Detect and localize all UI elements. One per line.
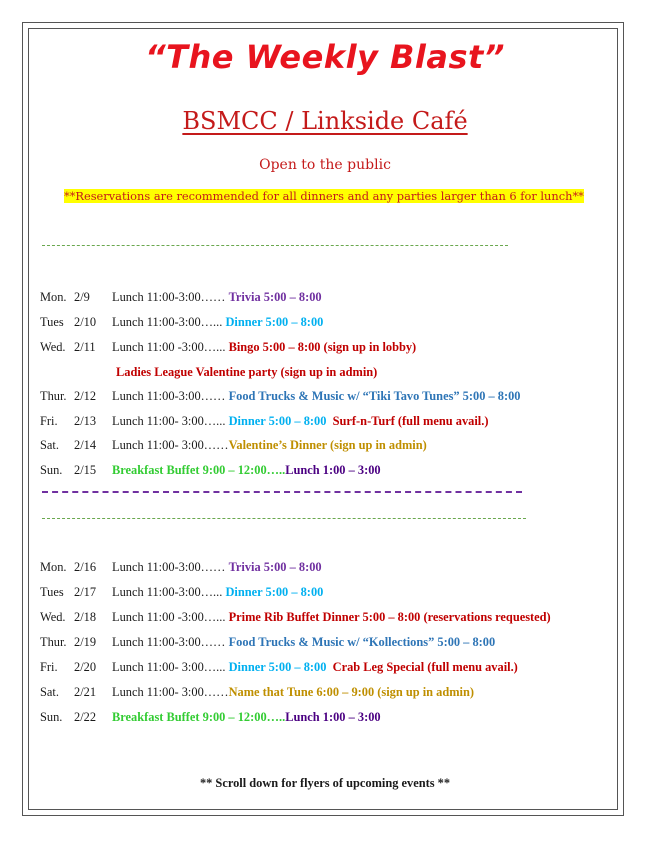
- event-text: Bingo 5:00 – 8:00 (sign up in lobby): [228, 340, 417, 354]
- date-label: 2/21: [74, 685, 97, 699]
- day-label: Fri.: [40, 414, 58, 428]
- lunch-hours: Lunch 11:00-3:00…... Dinner 5:00 – 8:00: [112, 315, 324, 329]
- event-text: Trivia 5:00 – 8:00: [228, 290, 322, 304]
- event-text: Dinner 5:00 – 8:00: [228, 414, 327, 428]
- event-text: Dinner 5:00 – 8:00: [228, 660, 327, 674]
- day-label: Wed.: [40, 340, 66, 354]
- date-label: 2/20: [74, 660, 97, 674]
- event-text: Food Trucks & Music w/ “Kollections” 5:00 – 8:00: [228, 635, 496, 649]
- scroll-down-note: ** Scroll down for flyers of upcoming events **: [199, 776, 451, 790]
- date-label: 2/9: [74, 290, 90, 304]
- day-label: Thur.: [40, 635, 67, 649]
- date-label: 2/15: [74, 463, 97, 477]
- date-label: 2/18: [74, 610, 97, 624]
- lunch-hours: Lunch 11:00-3:00…… Food Trucks & Music w/ “Kollections” 5:00 – 8:00: [112, 635, 496, 649]
- divider-middle: [42, 518, 526, 519]
- event-text: Dinner 5:00 – 8:00: [225, 585, 324, 599]
- lunch-hours: Lunch 11:00-3:00…… Trivia 5:00 – 8:00: [112, 560, 322, 574]
- date-label: 2/10: [74, 315, 97, 329]
- event-text: Valentine’s Dinner (sign up in admin): [228, 438, 427, 452]
- day-label: Wed.: [40, 610, 66, 624]
- newsletter-title: “The Weekly Blast”: [145, 38, 505, 76]
- lunch-hours: Lunch 11:00-3:00…… Trivia 5:00 – 8:00: [112, 290, 322, 304]
- day-label: Thur.: [40, 389, 67, 403]
- breakfast-buffet: Breakfast Buffet 9:00 – 12:00…..Lunch 1:00 – 3:00: [112, 710, 381, 724]
- day-label: Mon.: [40, 560, 67, 574]
- day-label: Sat.: [40, 438, 59, 452]
- lunch-hours: Lunch 11:00- 3:00…... Dinner 5:00 – 8:00 Surf-n-Turf (full menu avail.): [112, 414, 489, 428]
- date-label: 2/14: [74, 438, 97, 452]
- event-text: Trivia 5:00 – 8:00: [228, 560, 322, 574]
- date-label: 2/16: [74, 560, 97, 574]
- event-text: Lunch 1:00 – 3:00: [285, 463, 381, 477]
- day-label: Sun.: [40, 710, 63, 724]
- date-label: 2/12: [74, 389, 97, 403]
- divider-top: [42, 245, 508, 246]
- open-to-public-text: Open to the public: [259, 157, 391, 173]
- day-label: Mon.: [40, 290, 67, 304]
- lunch-hours: Lunch 11:00-3:00…… Food Trucks & Music w/ “Tiki Tavo Tunes” 5:00 – 8:00: [112, 389, 521, 403]
- date-label: 2/11: [74, 340, 96, 354]
- event-text: Prime Rib Buffet Dinner 5:00 – 8:00 (reservations requested): [228, 610, 551, 624]
- event-text: Lunch 1:00 – 3:00: [285, 710, 381, 724]
- date-label: 2/13: [74, 414, 97, 428]
- event-extra: Crab Leg Special (full menu avail.): [332, 660, 518, 674]
- date-label: 2/19: [74, 635, 97, 649]
- lunch-hours: Lunch 11:00- 3:00……Name that Tune 6:00 – 9:00 (sign up in admin): [112, 685, 475, 699]
- wed-subevent: Ladies League Valentine party (sign up in admin): [116, 365, 378, 379]
- day-label: Sun.: [40, 463, 63, 477]
- event-text: Dinner 5:00 – 8:00: [225, 315, 324, 329]
- breakfast-buffet: Breakfast Buffet 9:00 – 12:00…..Lunch 1:00 – 3:00: [112, 463, 381, 477]
- lunch-hours: Lunch 11:00- 3:00……Valentine’s Dinner (sign up in admin): [112, 438, 427, 452]
- reservation-notice: **Reservations are recommended for all dinners and any parties larger than 6 for lunch**: [64, 189, 584, 203]
- event-text: Name that Tune 6:00 – 9:00 (sign up in admin): [228, 685, 475, 699]
- lunch-hours: Lunch 11:00- 3:00…... Dinner 5:00 – 8:00 Crab Leg Special (full menu avail.): [112, 660, 518, 674]
- lunch-hours: Lunch 11:00 -3:00…... Bingo 5:00 – 8:00 (sign up in lobby): [112, 340, 417, 354]
- lunch-hours: Lunch 11:00 -3:00…... Prime Rib Buffet Dinner 5:00 – 8:00 (reservations requested): [112, 610, 551, 624]
- day-label: Tues: [40, 315, 64, 329]
- date-label: 2/17: [74, 585, 97, 599]
- venue-name: BSMCC / Linkside Café: [182, 107, 468, 135]
- event-extra: Surf-n-Turf (full menu avail.): [332, 414, 489, 428]
- day-label: Tues: [40, 585, 64, 599]
- day-label: Fri.: [40, 660, 58, 674]
- divider-week-separator: [42, 491, 522, 493]
- event-text: Food Trucks & Music w/ “Tiki Tavo Tunes” 5:00 – 8:00: [228, 389, 521, 403]
- lunch-hours: Lunch 11:00-3:00…... Dinner 5:00 – 8:00: [112, 585, 324, 599]
- date-label: 2/22: [74, 710, 97, 724]
- day-label: Sat.: [40, 685, 59, 699]
